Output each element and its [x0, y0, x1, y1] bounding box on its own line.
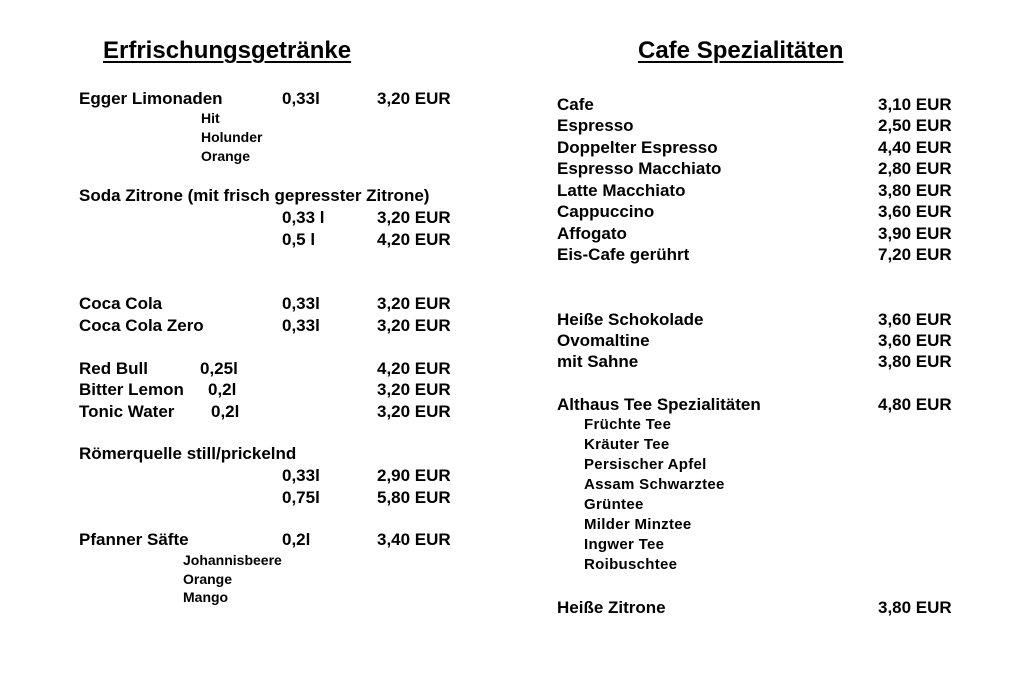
menu-item-size: 0,2l: [282, 530, 311, 549]
menu-item-size: 0,5 l: [282, 230, 316, 249]
flavor-item: Johannisbeere: [183, 552, 282, 568]
menu-item-name: Tonic Water: [79, 402, 175, 421]
menu-item-name: Latte Macchiato: [557, 181, 686, 200]
menu-item-price: 3,20 EUR: [377, 316, 451, 335]
tea-variety: Assam Schwarztee: [584, 476, 725, 493]
left-section-title: Erfrischungsgetränke: [103, 37, 352, 64]
menu-item-price: 3,20 EUR: [377, 294, 451, 313]
menu-item-name: Red Bull: [79, 359, 148, 378]
flavor-item: Orange: [201, 148, 251, 164]
menu-item-price: 5,80 EUR: [377, 488, 451, 507]
menu-item-price: 4,20 EUR: [377, 359, 451, 378]
menu-item-name: Egger Limonaden: [79, 89, 223, 108]
menu-item-name: Espresso Macchiato: [557, 159, 722, 178]
menu-item-price: 3,20 EUR: [377, 402, 451, 421]
menu-item-name: Eis-Cafe gerührt: [557, 245, 690, 264]
right-section-title: Cafe Spezialitäten: [638, 37, 844, 64]
flavor-item: Hit: [201, 110, 220, 126]
menu-item-price: 4,40 EUR: [878, 138, 952, 157]
menu-item-name: Römerquelle still/prickelnd: [79, 444, 297, 463]
menu-item-price: 3,80 EUR: [878, 181, 952, 200]
menu-item-price: 3,20 EUR: [377, 89, 451, 108]
menu-item-name: Ovomaltine: [557, 331, 650, 350]
flavor-item: Mango: [183, 589, 229, 605]
tea-variety: Persischer Apfel: [584, 456, 707, 473]
menu-item-size: 0,33l: [282, 294, 320, 313]
menu-item-price: 3,10 EUR: [878, 95, 952, 114]
menu-item-price: 3,80 EUR: [878, 598, 952, 617]
menu-item-name: Cafe: [557, 95, 594, 114]
menu-item-size: 0,33 l: [282, 208, 325, 227]
menu-item-name: Bitter Lemon: [79, 380, 184, 399]
menu-item-price: 3,80 EUR: [878, 352, 952, 371]
menu-item-size: 0,2l: [208, 380, 237, 399]
menu-item-price: 3,90 EUR: [878, 224, 952, 243]
menu-item-size: 0,33l: [282, 466, 320, 485]
menu-item-name: Althaus Tee Spezialitäten: [557, 395, 761, 414]
menu-item-name: Coca Cola: [79, 294, 163, 313]
menu-item-price: 3,60 EUR: [878, 310, 952, 329]
menu-item-price: 3,20 EUR: [377, 380, 451, 399]
menu-item-name: Soda Zitrone (mit frisch gepresster Zitrone): [79, 186, 430, 205]
tea-variety: Grüntee: [584, 496, 644, 513]
menu-item-size: 0,25l: [200, 359, 238, 378]
menu-item-price: 3,60 EUR: [878, 331, 952, 350]
menu-item-price: 4,80 EUR: [878, 395, 952, 414]
menu-item-price: 2,50 EUR: [878, 116, 952, 135]
menu-item-name: mit Sahne: [557, 352, 639, 371]
menu-item-size: 0,33l: [282, 316, 320, 335]
menu-item-name: Cappuccino: [557, 202, 655, 221]
tea-variety: Früchte Tee: [584, 416, 672, 433]
flavor-item: Orange: [183, 571, 233, 587]
tea-variety: Milder Minztee: [584, 516, 692, 533]
menu-item-size: 0,33l: [282, 89, 320, 108]
menu-item-price: 3,20 EUR: [377, 208, 451, 227]
menu-item-name: Coca Cola Zero: [79, 316, 204, 335]
menu-item-size: 0,75l: [282, 488, 320, 507]
menu-item-price: 4,20 EUR: [377, 230, 451, 249]
menu-item-price: 3,60 EUR: [878, 202, 952, 221]
menu-item-size: 0,2l: [211, 402, 240, 421]
menu-item-name: Pfanner Säfte: [79, 530, 189, 549]
menu-item-name: Heiße Schokolade: [557, 310, 704, 329]
menu-item-name: Espresso: [557, 116, 634, 135]
menu-item-name: Affogato: [557, 224, 627, 243]
menu-item-price: 7,20 EUR: [878, 245, 952, 264]
menu-item-price: 3,40 EUR: [377, 530, 451, 549]
menu-item-name: Doppelter Espresso: [557, 138, 718, 157]
tea-variety: Ingwer Tee: [584, 536, 665, 553]
tea-variety: Roibuschtee: [584, 556, 678, 573]
tea-variety: Kräuter Tee: [584, 436, 670, 453]
menu-item-price: 2,80 EUR: [878, 159, 952, 178]
flavor-item: Holunder: [201, 129, 263, 145]
menu-item-name: Heiße Zitrone: [557, 598, 666, 617]
menu-item-price: 2,90 EUR: [377, 466, 451, 485]
